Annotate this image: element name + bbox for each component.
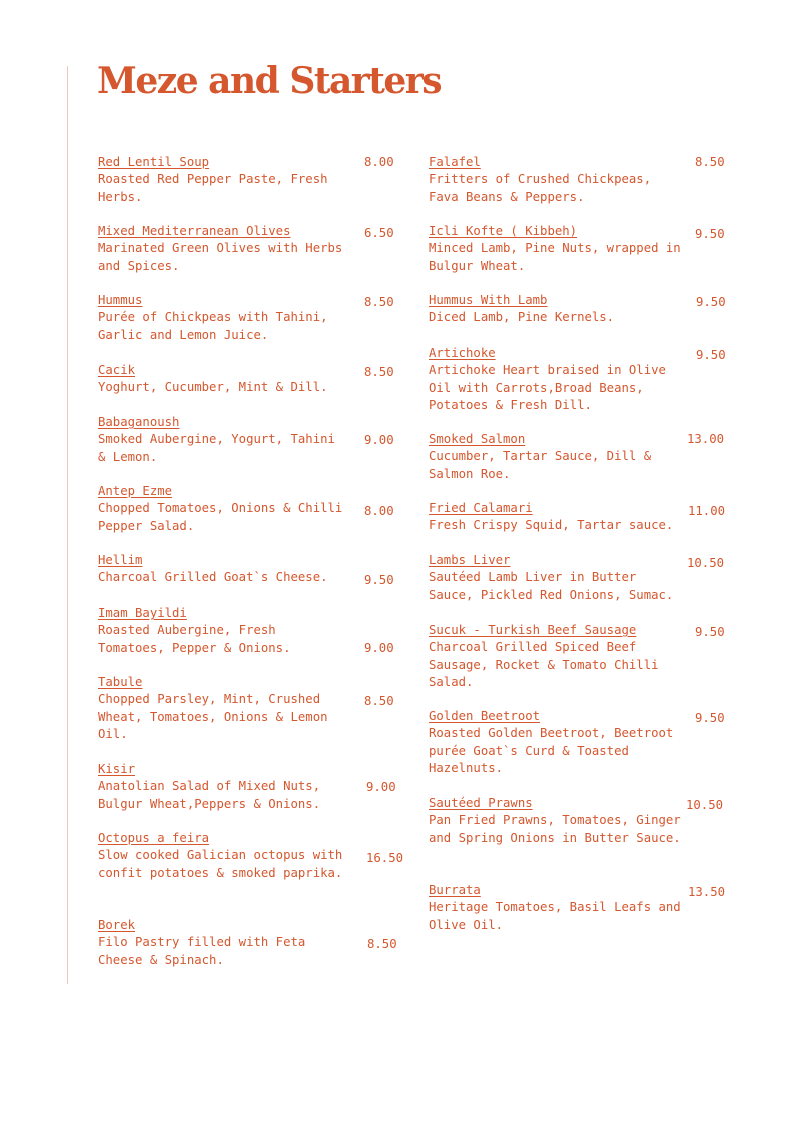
item-description: Fresh Crispy Squid, Tartar sauce. [429, 518, 674, 533]
item-description: Pan Fried Prawns, Tomatoes, Ginger and Spring Onions in Butter Sauce. [429, 813, 681, 845]
item-description: Yoghurt, Cucumber, Mint & Dill. [98, 380, 328, 395]
item-name: Artichoke [429, 346, 496, 360]
item-description: Charcoal Grilled Spiced Beef Sausage, Rocket & Tomato Chilli Salad. [429, 640, 659, 689]
item-description: Marinated Green Olives with Herbs and Spices. [98, 241, 343, 273]
item-name: Octopus a feira [98, 831, 210, 845]
menu-item [429, 795, 687, 847]
item-name: Cacik [98, 363, 136, 377]
item-price: 8.50 [695, 155, 725, 169]
menu-item [98, 362, 348, 397]
menu-item [429, 882, 687, 934]
item-name: Sautéed Prawns [429, 796, 533, 810]
item-price: 9.50 [695, 227, 725, 241]
item-name: Burrata [429, 883, 481, 897]
item-name: Smoked Salmon [429, 432, 526, 446]
item-price: 16.50 [366, 851, 404, 865]
item-price: 9.50 [364, 573, 394, 587]
item-name: Antep Ezme [98, 484, 173, 498]
menu-item [98, 154, 348, 206]
item-name: Imam Bayildi [98, 606, 187, 620]
item-description: Cucumber, Tartar Sauce, Dill & Salmon Roe. [429, 449, 652, 481]
item-name: Red Lentil Soup [98, 155, 210, 169]
item-description: Charcoal Grilled Goat`s Cheese. [98, 570, 328, 585]
menu-item [429, 292, 687, 327]
menu-item [98, 605, 348, 657]
menu-item [98, 552, 348, 587]
menu-item [98, 761, 348, 813]
item-price: 9.50 [696, 348, 726, 362]
menu-item [429, 500, 687, 535]
item-description: Sautéed Lamb Liver in Butter Sauce, Pickled Red Onions, Sumac. [429, 570, 674, 602]
item-price: 13.00 [687, 432, 725, 446]
item-name: Tabule [98, 675, 143, 689]
item-price: 11.00 [688, 504, 726, 518]
item-price: 9.00 [364, 641, 394, 655]
item-name: Babaganoush [98, 415, 180, 429]
item-name: Fried Calamari [429, 501, 533, 515]
item-price: 9.00 [366, 780, 396, 794]
item-name: Hummus [98, 293, 143, 307]
item-price: 13.50 [688, 885, 726, 899]
item-price: 10.50 [687, 556, 725, 570]
item-price: 6.50 [364, 226, 394, 240]
item-description: Heritage Tomatoes, Basil Leafs and Olive Oil. [429, 900, 681, 932]
item-description: Filo Pastry filled with Feta Cheese & Spinach. [98, 935, 306, 967]
page-title: Meze and Starters [97, 60, 442, 102]
item-description: Artichoke Heart braised in Olive Oil with Carrots,Broad Beans, Potatoes & Fresh Dill. [429, 363, 666, 412]
menu-item [98, 223, 348, 275]
menu-item [429, 154, 687, 206]
menu-item [98, 830, 348, 882]
item-description: Diced Lamb, Pine Kernels. [429, 310, 615, 325]
item-description: Purée of Chickpeas with Tahini, Garlic and Lemon Juice. [98, 310, 328, 342]
menu-item [429, 223, 687, 275]
menu-item [98, 483, 348, 535]
item-price: 8.50 [367, 937, 397, 951]
item-price: 8.00 [364, 155, 394, 169]
item-name: Hummus With Lamb [429, 293, 548, 307]
item-name: Hellim [98, 553, 143, 567]
item-price: 9.00 [364, 433, 394, 447]
item-description: Smoked Aubergine, Yogurt, Tahini & Lemon. [98, 432, 335, 464]
menu-item [429, 552, 687, 604]
item-name: Borek [98, 918, 136, 932]
menu-item [98, 292, 348, 344]
item-description: Chopped Tomatoes, Onions & Chilli Pepper Salad. [98, 501, 343, 533]
menu-item [429, 622, 687, 691]
item-description: Roasted Aubergine, Fresh Tomatoes, Pepper & Onions. [98, 623, 291, 655]
item-description: Minced Lamb, Pine Nuts, wrapped in Bulgur Wheat. [429, 241, 681, 273]
item-name: Icli Kofte ( Kibbeh) [429, 224, 578, 238]
item-name: Kisir [98, 762, 136, 776]
menu-item [98, 917, 348, 969]
item-name: Sucuk - Turkish Beef Sausage [429, 623, 637, 637]
item-price: 9.50 [695, 625, 725, 639]
item-price: 9.50 [696, 295, 726, 309]
item-price: 8.50 [364, 295, 394, 309]
menu-item [429, 431, 687, 483]
margin-rule [67, 66, 68, 984]
item-description: Roasted Red Pepper Paste, Fresh Herbs. [98, 172, 328, 204]
item-price: 10.50 [686, 798, 724, 812]
item-price: 8.50 [364, 694, 394, 708]
item-description: Chopped Parsley, Mint, Crushed Wheat, Tomatoes, Onions & Lemon Oil. [98, 692, 328, 741]
item-price: 9.50 [695, 711, 725, 725]
menu-item [429, 708, 687, 777]
item-name: Lambs Liver [429, 553, 511, 567]
item-description: Slow cooked Galician octopus with confit potatoes & smoked paprika. [98, 848, 343, 880]
item-price: 8.50 [364, 365, 394, 379]
menu-item [98, 414, 348, 466]
item-name: Mixed Mediterranean Olives [98, 224, 291, 238]
item-price: 8.00 [364, 504, 394, 518]
item-description: Anatolian Salad of Mixed Nuts, Bulgur Wheat,Peppers & Onions. [98, 779, 321, 811]
item-name: Falafel [429, 155, 481, 169]
item-name: Golden Beetroot [429, 709, 541, 723]
menu-item [429, 345, 687, 414]
item-description: Roasted Golden Beetroot, Beetroot purée Goat`s Curd & Toasted Hazelnuts. [429, 726, 674, 775]
menu-item [98, 674, 348, 743]
item-description: Fritters of Crushed Chickpeas, Fava Beans & Peppers. [429, 172, 652, 204]
